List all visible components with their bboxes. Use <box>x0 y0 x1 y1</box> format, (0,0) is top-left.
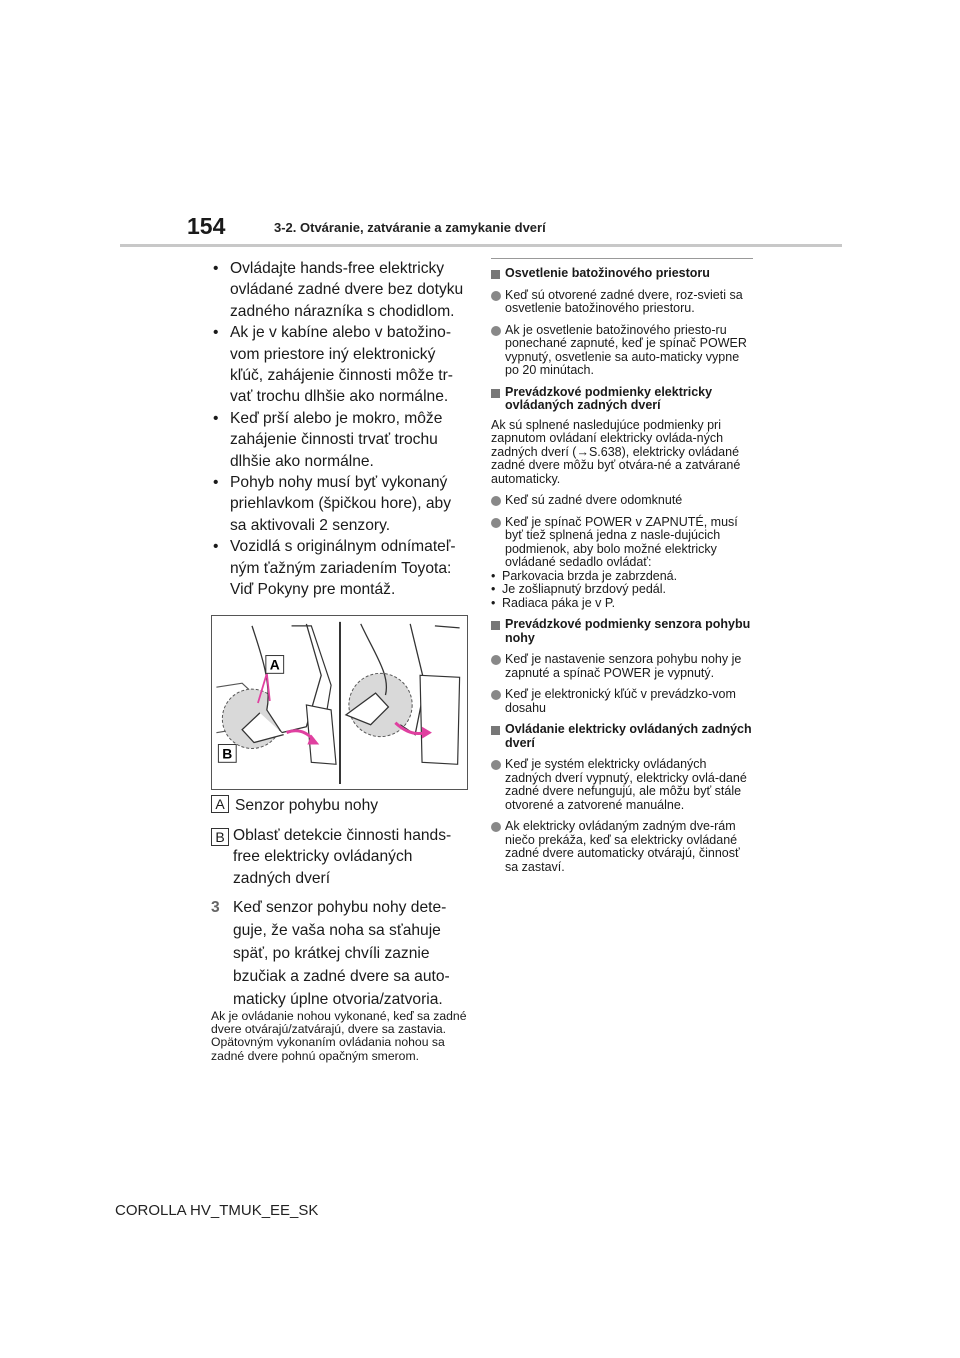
legend-tag-b: B <box>211 828 229 846</box>
figure-label-a: A <box>269 656 280 673</box>
bullet-item: • Pohyb nohy musí byť vykonaný priehlavkom (špičkou hore), aby sa aktivovali 2 senzory. <box>213 474 452 534</box>
circle-item: Keď sú otvorené zadné dvere, roz-svieti sa osvetlenie batožinového priestoru. <box>491 289 753 316</box>
footer-model-code: COROLLA HV_TMUK_EE_SK <box>115 1202 319 1219</box>
chapter-title: 3-2. Otváranie, zatváranie a zamykanie dverí <box>274 220 546 235</box>
sub-bullet: • Je zošliapnutý brzdový pedál. <box>491 582 666 596</box>
sub-bullet: • Parkovacia brzda je zabrzdená. <box>491 568 678 583</box>
section-heading: Ovládanie elektricky ovládaných zadných dverí <box>491 723 753 750</box>
section-heading: Prevádzkové podmienky elektricky ovládaných zadných dverí <box>491 386 753 413</box>
circle-item: Keď je nastavenie senzora pohybu nohy je zapnuté a spínač POWER je vypnutý. <box>491 653 753 680</box>
circle-item: Keď je elektronický kľúč v prevádzko-vom dosahu <box>491 688 753 715</box>
section-paragraph: Ak sú splnené nasledujúce podmienky pri zapnutom ovládaní elektricky ovláda-ných zadných dverí (→S.638), elektricky ovládané zadné dvere môžu byť otvára-né a zatvárané automaticky. <box>491 417 741 486</box>
sub-bullet: • Radiaca páka je v P. <box>491 595 616 610</box>
circle-item: Ak je osvetlenie batožinového priesto-ru ponechané zapnuté, keď je spínač POWER vypnutý, osvetlenie sa auto-maticky vypne po 20 minútach. <box>491 324 753 378</box>
figure-label-b: B <box>222 745 233 762</box>
right-column-rule <box>491 258 753 259</box>
legend-item-b: B Oblasť detekcie činnosti hands-free elektricky ovládaných zadných dverí <box>211 825 471 889</box>
bullet-item: • Keď prší alebo je mokro, môže zahájenie činnosti trvať trochu dlhšie ako normálne. <box>213 409 443 470</box>
legend-item-a: A Senzor pohybu nohy <box>211 795 471 816</box>
page-number: 154 <box>187 213 226 239</box>
bullet-item: • Ak je v kabíne alebo v batožino-vom priestore iný elektronický kľúč, zahájenie činnosti môže tr-vať trochu dlhšie ako normálne. <box>213 324 453 406</box>
bullet-item: • Vozidlá s originálnym odnímateľ-ným ťažným zariadením Toyota: Viď Pokyny pre montáž. <box>213 538 456 599</box>
left-bullet-list <box>211 258 469 601</box>
circle-item: Ak elektricky ovládaným zadným dve-rám niečo prekáža, keď sa elektricky ovládané zadné dvere automaticky otvárajú, činnosť sa zastaví. <box>491 820 753 874</box>
circle-item: Keď je systém elektricky ovládaných zadných dverí vypnutý, elektricky ovlá-dané zadné dvere nefungujú, ale môžu byť stále otvorené a zatvorené manuálne. <box>491 758 753 812</box>
step-number: 3 <box>211 899 220 916</box>
section-heading: Osvetlenie batožinového priestoru <box>491 267 753 281</box>
section-heading: Prevádzkové podmienky senzora pohybu nohy <box>491 618 753 645</box>
circle-item: Keď je spínač POWER v ZAPNUTÉ, musí byť tiež splnená jedna z nasle-dujúcich podmienok, aby bolo možné elektricky ovládané sedadlo ovládať: <box>491 516 753 570</box>
header-divider <box>120 244 842 247</box>
circle-item: Keď sú zadné dvere odomknuté <box>491 494 753 508</box>
note-paragraph: Ak je ovládanie nohou vykonané, keď sa zadné dvere otvárajú/zatvárajú, dvere sa zastavia. Opätovným vykonaním ovládania nohou sa zadné dvere pohnú opačným smerom. <box>211 1009 467 1063</box>
foot-sensor-illustration <box>211 615 468 790</box>
legend-tag-a: A <box>211 795 229 813</box>
bullet-item: • Ovládajte hands-free elektricky ovládané zadné dvere bez dotyku zadného nárazníka s chodidlom. <box>213 260 464 320</box>
step-3: 3 Keď senzor pohybu nohy dete-guje, že vaša noha sa sťahuje späť, po krátkej chvíli zaznie bzučiak a zadné dvere sa auto-maticky úplne otvoria/zatvoria. <box>211 896 473 1011</box>
right-column <box>491 258 753 874</box>
